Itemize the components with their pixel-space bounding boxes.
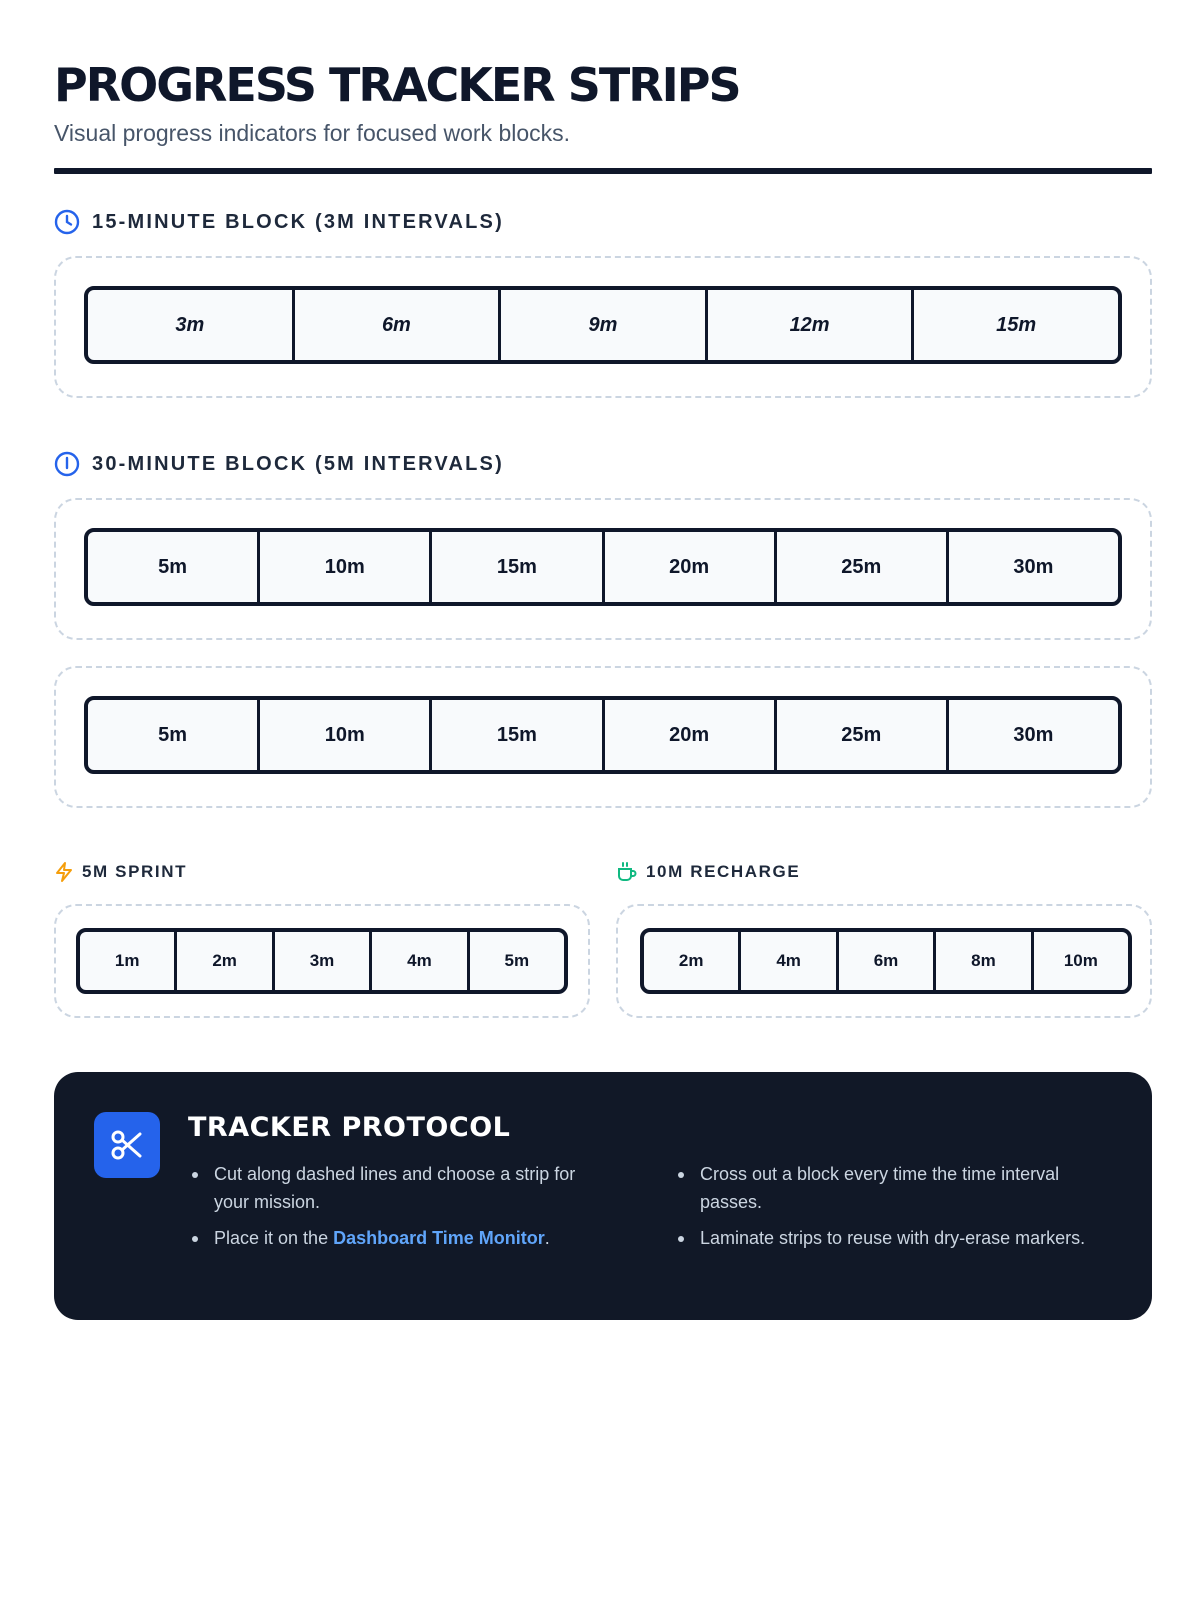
protocol-column-right <box>674 1160 1094 1260</box>
strip-cell[interactable]: 15m <box>432 532 604 602</box>
strip-cell[interactable]: 12m <box>708 290 915 360</box>
protocol-item: Cut along dashed lines and choose a strip for your mission. <box>188 1160 608 1216</box>
strip-cell[interactable]: 9m <box>501 290 708 360</box>
strip-cell[interactable]: 30m <box>1013 723 1054 746</box>
strip-5m-sprint[interactable] <box>76 928 568 994</box>
scissors-icon <box>94 1112 160 1178</box>
cut-box-recharge <box>616 904 1152 1018</box>
strip-cell[interactable]: 15m <box>432 700 604 770</box>
timer-icon <box>54 451 80 477</box>
strip-cell[interactable]: 30m <box>1013 555 1054 578</box>
protocol-item <box>188 1224 608 1252</box>
strip-cell[interactable]: 10m <box>260 532 432 602</box>
strip-cell[interactable]: 4m <box>372 932 469 990</box>
clock-icon <box>54 209 80 235</box>
strip-cell[interactable]: 5m <box>88 532 260 602</box>
section-recharge-heading <box>616 858 800 886</box>
strip-cell[interactable]: 20m <box>605 700 777 770</box>
protocol-column-left <box>188 1160 608 1260</box>
protocol-item: Cross out a block every time the time interval passes. <box>674 1160 1094 1216</box>
cut-box-30-b <box>54 666 1152 808</box>
strip-cell[interactable]: 10m <box>260 700 432 770</box>
coffee-cup-icon <box>616 861 638 883</box>
strip-cell[interactable]: 8m <box>936 932 1033 990</box>
strip-cell[interactable]: 5m <box>88 700 260 770</box>
tracker-protocol-panel <box>54 1072 1152 1320</box>
protocol-item: Laminate strips to reuse with dry-erase markers. <box>674 1224 1094 1252</box>
strip-cell[interactable]: 25m <box>777 532 949 602</box>
strip-cell[interactable]: 10m <box>1063 951 1098 970</box>
strip-cell[interactable]: 20m <box>605 532 777 602</box>
section-sprint-label: 5M SPRINT <box>82 862 188 881</box>
protocol-item-text: Place it on the <box>214 1228 334 1248</box>
strip-cell[interactable]: 4m <box>741 932 838 990</box>
strip-cell[interactable]: 6m <box>295 290 502 360</box>
cut-box-sprint <box>54 904 590 1018</box>
page-title: PROGRESS TRACKER STRIPS <box>54 58 740 112</box>
section-30-label: 30-MINUTE BLOCK (5M INTERVALS) <box>92 452 504 475</box>
protocol-title: TRACKER PROTOCOL <box>188 1112 511 1143</box>
strip-cell[interactable]: 3m <box>275 932 372 990</box>
strip-cell[interactable]: 3m <box>88 290 295 360</box>
strip-15-minute[interactable] <box>84 286 1122 364</box>
section-30-heading <box>54 450 504 478</box>
section-sprint-heading <box>54 858 187 886</box>
section-recharge-label: 10M RECHARGE <box>646 862 801 881</box>
cut-box-30-a <box>54 498 1152 640</box>
strip-30-minute[interactable] <box>84 696 1122 774</box>
strip-30-minute[interactable] <box>84 528 1122 606</box>
strip-cell[interactable]: 6m <box>839 932 936 990</box>
strip-10m-recharge[interactable] <box>640 928 1132 994</box>
dashboard-time-monitor-link[interactable]: Dashboard Time Monitor <box>333 1228 545 1248</box>
strip-cell[interactable]: 5m <box>504 951 530 970</box>
strip-cell[interactable]: 25m <box>777 700 949 770</box>
strip-cell[interactable]: 2m <box>177 932 274 990</box>
section-15-label: 15-MINUTE BLOCK (3M INTERVALS) <box>92 210 504 233</box>
strip-cell[interactable]: 1m <box>80 932 177 990</box>
page-subtitle: Visual progress indicators for focused work blocks. <box>54 120 571 146</box>
lightning-icon <box>54 861 74 883</box>
page <box>54 58 1152 174</box>
protocol-item-text: . <box>544 1228 550 1248</box>
strip-cell[interactable]: 2m <box>644 932 741 990</box>
cut-box-15 <box>54 256 1152 398</box>
section-15-heading <box>54 208 504 236</box>
header-divider <box>54 168 1152 174</box>
strip-cell[interactable]: 15m <box>996 313 1037 336</box>
